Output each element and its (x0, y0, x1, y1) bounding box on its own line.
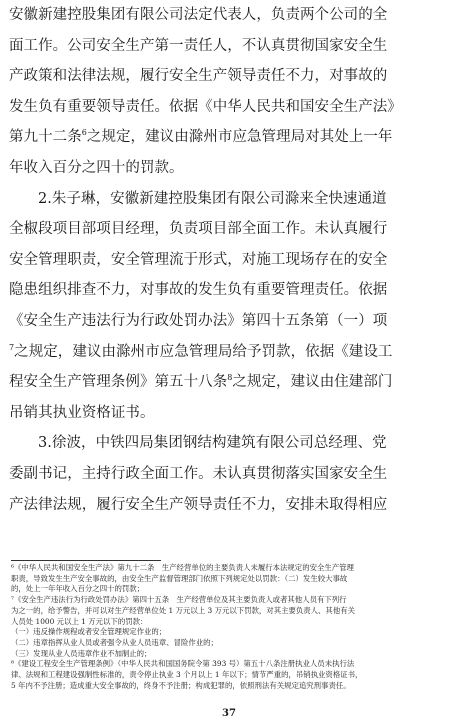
text-line: 面工作。公司安全生产第一责任人，不认真贯彻国家安全生 (9, 37, 388, 54)
text-run: 之规定，建议由住建部门 (232, 374, 393, 391)
text-line: 产法律法规，履行安全生产领导责任不力，安排未取得相应 (9, 496, 388, 513)
footnote-line: ⁸《建设工程安全生产管理条例》（中华人民共和国国务院令第 393 号）第五十八条注册执业人员未执行法 (11, 659, 355, 669)
footnote-ref-7[interactable]: 7 (9, 342, 15, 352)
text-run: 第九十二条 (9, 129, 82, 146)
text-line: 年收入百分之四十的罚款。 (9, 159, 184, 176)
text-line: 《安全生产违法行为行政处罚办法》第四十五条第（一）项 (9, 312, 388, 329)
footnote-line: （一）违反操作规程或者安全管理规定作业的； (11, 627, 167, 637)
footnote-line: 5 年内不予注册；造成重大安全事故的，终身不予注册；构成犯罪的，依照刑法有关规定追究刑事责任。 (11, 680, 351, 690)
footnote-divider (11, 560, 161, 561)
footnote-line: 人员处 1000 元以上 1 万元以下的罚款： (11, 616, 148, 626)
paragraph-2 (9, 184, 451, 429)
text-line (9, 122, 451, 153)
footnote-line: 为之一的，给予警告，并可以对生产经营单位处 1 万元以上 3 万元以下罚款，对其主要负责人、其他有关 (11, 605, 355, 615)
text-line: 发生负有重要领导责任。依据《中华人民共和国安全生产法》 (9, 98, 402, 115)
text-line: 隐患组织排查不力，对事故的发生负有重要管理责任。依据 (9, 282, 388, 299)
footnote-line: （三）发现从业人员违章作业不加制止的； (11, 648, 152, 658)
footnote-line: 职责，导致发生生产安全事故的，由安全生产监督管理部门依照下列规定处以罚款：（二）发生较大事故 (11, 573, 348, 583)
text-line: 产政策和法律法规，履行安全生产领导责任不力，对事故的 (9, 68, 388, 85)
footnote-line: 律、法规和工程建设强制性标准的，责令停止执业 3 个月以上 1 年以下；情节严重的，吊销执业资格证书， (11, 670, 363, 680)
paragraph-3 (9, 428, 451, 520)
paragraph-1 (9, 0, 451, 184)
text-line: 吊销其执业资格证书。 (9, 404, 155, 421)
text-line: 委副书记，主持行政全面工作。未认真贯彻落实国家安全生 (9, 465, 388, 482)
footnote-ref-8[interactable]: 8 (227, 373, 233, 383)
text-line (9, 367, 451, 398)
footnote-ref-6[interactable]: 6 (81, 128, 87, 138)
text-line: 安全管理职责，安全管理流于形式，对施工现场存在的安全 (9, 251, 388, 268)
footnote-line: ⁶《中华人民共和国安全生产法》第九十二条 生产经营单位的主要负责人未履行本法规定的安全生产管理 (11, 563, 354, 572)
text-run: 之规定，建议由滁州市应急管理局给予罚款，依据《建设工 (14, 343, 393, 360)
text-run: 程安全生产管理条例》第五十八条 (9, 374, 228, 391)
text-run: 之规定，建议由滁州市应急管理局对其处上一年 (86, 129, 393, 146)
footnotes (11, 563, 449, 691)
text-line: 全椒段项目部项目经理，负责项目部全面工作。未认真履行 (9, 221, 388, 238)
text-line: 安徽新建控股集团有限公司法定代表人，负责两个公司的全 (9, 7, 388, 23)
page-number: 37 (222, 708, 236, 719)
text-line: 2.朱子琳，安徽新建控股集团有限公司滁来全快速通道 (38, 190, 387, 207)
body-text (9, 0, 451, 520)
footnote-line: 的，处上一年年收入百分之四十的罚款； (11, 584, 145, 594)
text-line (9, 337, 451, 368)
text-line: 3.徐波，中铁四局集团钢结构建筑有限公司总经理、党 (38, 435, 387, 452)
footnote-line: （二）违章指挥从业人员或者强令从业人员违章、冒险作业的； (11, 637, 218, 647)
footnote-line: ⁷《安全生产违法行为行政处罚办法》第四十五条 生产经营单位及其主要负责人或者其他人员有下列行 (11, 595, 347, 605)
